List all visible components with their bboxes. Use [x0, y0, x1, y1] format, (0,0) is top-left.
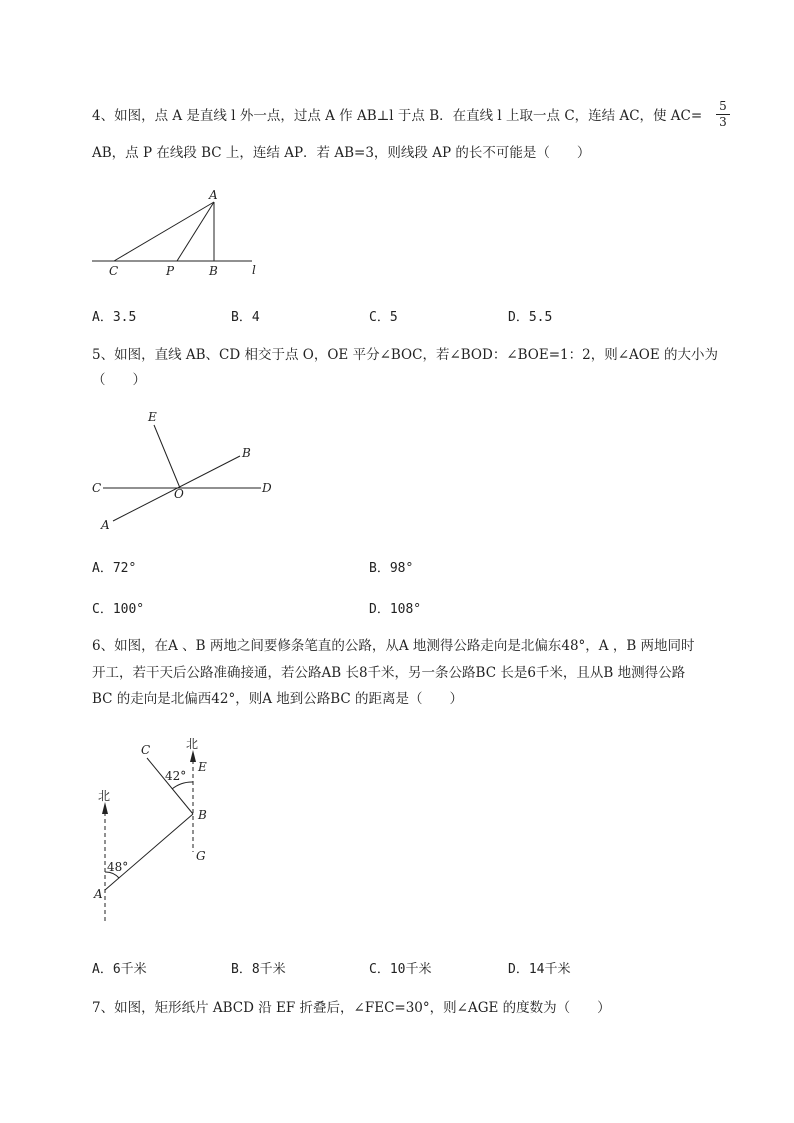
- q6-label-C: C: [141, 743, 151, 757]
- q4-text-line1: 4、如图，点 A 是直线 l 外一点，过点 A 作 AB⊥l 于点 B．在直线 l 上取一点 C，连结 AC，使 AC=: [92, 108, 703, 124]
- q4-option-c: C．5: [369, 310, 398, 325]
- q6-label-north-B: 北: [186, 737, 199, 751]
- q6-option-c: C．10千米: [369, 962, 432, 977]
- q6-label-E: E: [198, 760, 207, 774]
- q6-label-north-A: 北: [98, 789, 111, 803]
- q5-option-b: B．98°: [369, 561, 414, 576]
- q5-text-line2: （ ）: [92, 372, 146, 388]
- q6-angle-arc-42: [172, 782, 193, 789]
- q4-label-l: l: [252, 263, 256, 277]
- q5-option-c: C．100°: [92, 602, 145, 617]
- q5-label-D: D: [262, 481, 272, 495]
- q4-text-line2: AB，点 P 在线段 BC 上，连结 AP．若 AB=3，则线段 AP 的长不可能是（ ）: [92, 145, 591, 161]
- q5-option-a: A．72°: [92, 561, 137, 576]
- q5-option-d: D．108°: [369, 602, 422, 617]
- q6-option-a: A．6千米: [92, 962, 147, 977]
- q5-label-C: C: [92, 481, 102, 495]
- q6-label-G: G: [196, 849, 206, 863]
- q6-option-b: B．8千米: [231, 962, 286, 977]
- q5-text-line1: 5、如图，直线 AB、CD 相交于点 O，OE 平分∠BOC，若∠BOD：∠BOE=1：2，则∠AOE 的大小为: [92, 347, 718, 363]
- q5-label-B: B: [242, 446, 251, 460]
- q4-fraction-denominator: 3: [719, 115, 727, 129]
- q6-north-arrow-A: [102, 802, 108, 814]
- q6-text-line1: 6、如图，在A 、B 两地之间要修条笔直的公路，从A 地测得公路走向是北偏东48°，A ，B 两地同时: [92, 638, 695, 654]
- q5-label-A: A: [101, 518, 110, 532]
- q4-label-C: C: [109, 264, 119, 278]
- q6-north-arrow-B: [190, 750, 196, 762]
- q5-label-E: E: [148, 410, 157, 424]
- q6-text-line2: 开工，若干天后公路准确接通，若公路AB 长8千米，另一条公路BC 长是6千米，且从B 地测得公路: [92, 665, 686, 681]
- q4-fraction-numerator: 5: [719, 99, 727, 113]
- q6-label-angle-48: 48°: [107, 860, 129, 874]
- q4-label-B: B: [209, 264, 218, 278]
- q6-option-d: D．14千米: [508, 962, 571, 977]
- q4-option-a: A．3.5: [92, 310, 137, 325]
- q4-label-P: P: [166, 264, 175, 278]
- q4-option-b: B．4: [231, 310, 260, 325]
- q4-label-A: A: [209, 188, 218, 202]
- q6-label-A: A: [94, 887, 103, 901]
- q6-text-line3: BC 的走向是北偏西42°，则A 地到公路BC 的距离是（ ）: [92, 691, 464, 707]
- q4-option-d: D．5.5: [508, 310, 553, 325]
- q6-segment-BC: [147, 758, 193, 814]
- q5-label-O: O: [174, 487, 184, 501]
- q6-segment-AB: [105, 814, 193, 890]
- q7-text-line1: 7、如图，矩形纸片 ABCD 沿 EF 折叠后，∠FEC=30°，则∠AGE 的度数为（ ）: [92, 1000, 611, 1016]
- q6-label-angle-42: 42°: [165, 769, 187, 783]
- q6-label-B: B: [198, 808, 207, 822]
